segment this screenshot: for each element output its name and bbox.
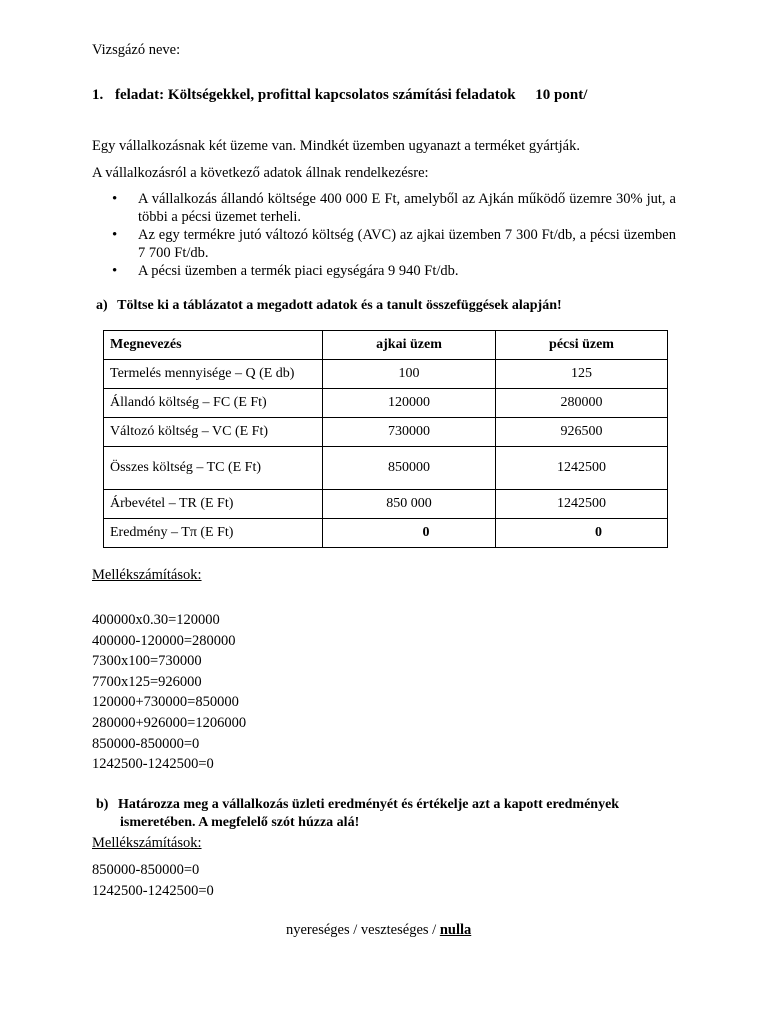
part-a-instruction: Töltse ki a táblázatot a megadott adatok és a tanult összefüggések alapján! xyxy=(117,298,562,313)
cell-pecs: 1242500 xyxy=(496,447,668,490)
part-b-label: b) xyxy=(96,797,109,812)
calc-list-b xyxy=(92,860,214,901)
cell-ajka: 0 xyxy=(323,519,496,548)
calc-line: 7700x125=926000 xyxy=(92,673,202,690)
calc-line: 7300x100=730000 xyxy=(92,653,202,670)
row-label: Eredmény – Tπ (E Ft) xyxy=(104,519,323,548)
option-separator: / xyxy=(353,922,358,938)
answer-options xyxy=(286,922,471,939)
header-cell: pécsi üzem xyxy=(496,331,668,360)
cell-ajka: 120000 xyxy=(323,389,496,418)
calc-line: 1242500-1242500=0 xyxy=(92,882,214,899)
fact-item: • A vállalkozás állandó költsége 400 000 E Ft, amelyből az Ajkán működő üzemre 30% jut, a többi a pécsi üzemet terheli. xyxy=(112,190,676,226)
cell-pecs: 125 xyxy=(496,360,668,389)
option-loss: veszteséges xyxy=(360,922,429,938)
cell-pecs: 280000 xyxy=(496,389,668,418)
cell-pecs: 1242500 xyxy=(496,490,668,519)
table-row xyxy=(104,418,668,447)
facts-list xyxy=(112,190,676,280)
row-label: Összes költség – TC (E Ft) xyxy=(104,447,323,490)
row-label: Termelés mennyisége – Q (E db) xyxy=(104,360,323,389)
side-calc-label-a: Mellékszámítások: xyxy=(92,567,202,583)
table-header-row xyxy=(104,331,668,360)
cell-ajka: 850000 xyxy=(323,447,496,490)
part-b-instruction-2: ismeretében. A megfelelő szót húzza alá! xyxy=(120,815,360,830)
table-row xyxy=(104,490,668,519)
intro-paragraph-1: Egy vállalkozásnak két üzeme van. Mindkét üzemben ugyanazt a terméket gyártják. xyxy=(92,138,580,154)
calc-line: 400000-120000=280000 xyxy=(92,632,236,649)
calc-line: 120000+730000=850000 xyxy=(92,694,239,711)
fact-item: • Az egy termékre jutó változó költség (AVC) az ajkai üzemben 7 300 Ft/db, a pécsi üzemben 7 700 Ft/db. xyxy=(112,226,676,262)
header-cell: Megnevezés xyxy=(104,331,323,360)
calc-list-a xyxy=(92,610,246,775)
task-title-line xyxy=(92,87,587,104)
cell-pecs: 0 xyxy=(496,519,668,548)
part-b-heading xyxy=(96,796,619,832)
table-row xyxy=(104,360,668,389)
part-a-label: a) xyxy=(96,298,108,313)
part-a-heading xyxy=(96,298,562,314)
cell-ajka: 100 xyxy=(323,360,496,389)
row-label: Árbevétel – TR (E Ft) xyxy=(104,490,323,519)
cell-ajka: 850 000 xyxy=(323,490,496,519)
calc-line: 850000-850000=0 xyxy=(92,862,200,878)
task-number: 1. xyxy=(92,87,104,103)
calc-line: 400000x0.30=120000 xyxy=(92,612,220,628)
calc-line: 280000+926000=1206000 xyxy=(92,714,247,731)
option-profitable: nyereséges xyxy=(286,922,350,938)
cell-pecs: 926500 xyxy=(496,418,668,447)
table-row xyxy=(104,519,668,548)
option-separator: / xyxy=(432,922,437,938)
header-cell: ajkai üzem xyxy=(323,331,496,360)
task-title: feladat: Költségekkel, profittal kapcsolatos számítási feladatok xyxy=(115,87,516,103)
table-row xyxy=(104,389,668,418)
fact-item: • A pécsi üzemben a termék piaci egységára 9 940 Ft/db. xyxy=(112,262,676,280)
calc-line: 850000-850000=0 xyxy=(92,735,200,752)
cost-table xyxy=(103,330,668,548)
row-label: Állandó költség – FC (E Ft) xyxy=(104,389,323,418)
part-b-instruction-1: Határozza meg a vállalkozás üzleti eredményét és értékelje azt a kapott eredmények xyxy=(117,797,620,812)
examinee-label: Vizsgázó neve: xyxy=(92,42,181,58)
table-row xyxy=(104,447,668,490)
option-zero-selected: nulla xyxy=(439,922,472,938)
side-calc-label-b: Mellékszámítások: xyxy=(92,835,202,851)
cell-ajka: 730000 xyxy=(323,418,496,447)
intro-paragraph-2: A vállalkozásról a következő adatok állnak rendelkezésre: xyxy=(92,165,429,181)
row-label: Változó költség – VC (E Ft) xyxy=(104,418,323,447)
task-points: 10 pont/ xyxy=(535,87,588,103)
calc-line: 1242500-1242500=0 xyxy=(92,756,214,773)
